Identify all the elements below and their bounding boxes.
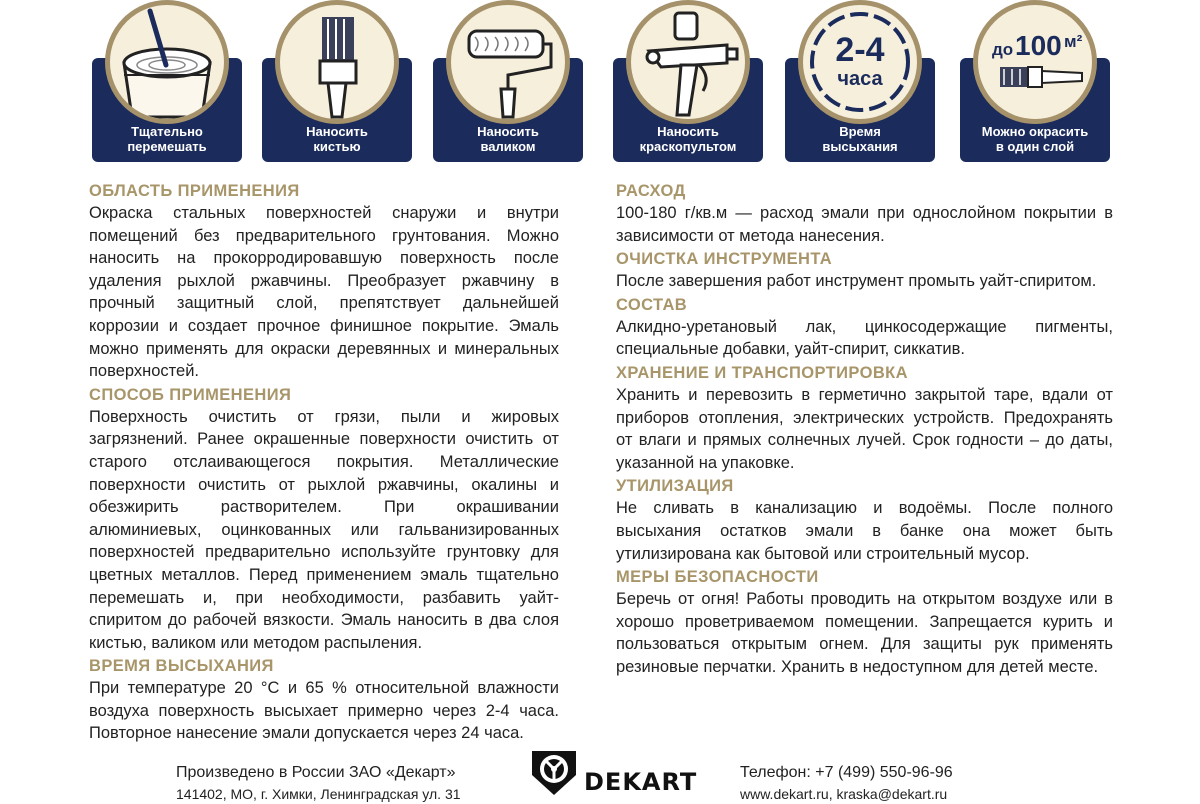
coverage-icon [973,0,1097,124]
card-label: Наносить кистью [306,124,368,154]
drying-unit: часа [837,68,883,90]
section-title-drying-time: ВРЕМЯ ВЫСЫХАНИЯ [89,657,274,676]
roller-icon [446,0,570,124]
card-label: Тщательно перемешать [127,124,207,154]
brush-icon [275,0,399,124]
section-title-disposal: УТИЛИЗАЦИЯ [616,477,734,496]
footer-manufacturer [176,762,506,804]
contact-phone: Телефон: +7 (499) 550-96-96 [740,764,953,781]
footer-contacts [740,762,1040,804]
dekart-logo-text: DEKART [584,768,698,796]
card-label: Наносить валиком [477,124,539,154]
manufacturer-name: Произведено в России ЗАО «Декарт» [176,764,456,781]
section-title-composition: СОСТАВ [616,295,688,314]
section-title-application-area: ОБЛАСТЬ ПРИМЕНЕНИЯ [89,182,300,200]
section-title-tool-cleaning: ОЧИСТКА ИНСТРУМЕНТА [616,250,833,269]
left-column [89,180,559,746]
right-column [616,180,1113,680]
section-text-consumption: 100-180 г/кв.м — расход эмали при однослойном покрытии в зависимости от метода нанесения. [616,204,1113,245]
coverage-prefix: до [992,40,1014,59]
dekart-logo [528,745,703,800]
section-text-drying-time: При температуре 20 °С и 65 % относительной влажности воздуха поверхность высыхает примерно через 2-4 часа. Повторное нанесение эмали допускается через 24 часа. [89,679,559,743]
section-text-safety: Беречь от огня! Работы проводить на открытом воздухе или в хорошо проветриваемом помещении. Запрещается курить и пользоваться открытым огнем. Для защиты рук применять резиновые перчатки. Хранить в недоступном для детей месте. [616,590,1113,676]
clock-icon [798,0,922,124]
section-title-consumption: РАСХОД [616,182,686,200]
section-text-method: Поверхность очистить от грязи, пыли и жировых загрязнений. Ранее окрашенные поверхности очистить от старого отслаивающегося покрытия. Металлические поверхности очистить от рыхлой ржавчины, окалины и обезжирить растворителем. При окрашивании алюминиевых, оцинкованных или гальванизированных поверхностей предварительно используйте грунтовку для цветных металлов. Перед применением эмаль тщательно перемешать и, при необходимости, разбавить уайт-спиритом до рабочей вязкости. Эмаль наносить в два слоя кистью, валиком или методом распыления. [89,407,559,652]
card-label: Можно окрасить в один слой [981,124,1089,154]
section-text-tool-cleaning: После завершения работ инструмент промыть уайт-спиритом. [616,272,1097,291]
card-label: Наносить краскопультом [639,124,737,154]
contact-web-email: www.dekart.ru, kraska@dekart.ru [740,786,948,802]
card-label: Время высыхания [822,124,898,154]
dekart-logo-mark [528,745,580,797]
coverage-value: 100 [1015,30,1062,61]
spray-gun-icon [626,0,750,124]
stir-icon [105,0,229,124]
section-text-disposal: Не сливать в канализацию и водоёмы. После полного высыхания остатков эмали в банке она может быть утилизирована как бытовой или строительный мусор. [616,499,1113,563]
drying-hours: 2-4 [835,31,885,69]
icon-strip [0,0,1200,170]
section-title-storage: ХРАНЕНИЕ И ТРАНСПОРТИРОВКА [616,363,908,382]
manufacturer-address: 141402, МО, г. Химки, Ленинградская ул. 31 [176,786,461,802]
section-text-composition: Алкидно-уретановый лак, цинкосодержащие пигменты, специальные добавки, уайт-спирит, сиккатив. [616,317,1113,359]
coverage-unit: м² [1064,32,1083,51]
section-title-method: СПОСОБ ПРИМЕНЕНИЯ [89,385,292,404]
section-text-application-area: Окраска стальных поверхностей снаружи и внутри помещений без предварительного грунтования. Можно наносить на прокорродировавшую поверхность после удаления рыхлой ржавчины. Преобразует ржавчину в прочный защитный слой, препятствует дальнейшей коррозии и создает прочное финишное покрытие. Эмаль можно применять для окраски деревянных и минеральных поверхностей. [89,204,559,381]
section-title-safety: МЕРЫ БЕЗОПАСНОСТИ [616,568,819,587]
section-text-storage: Хранить и перевозить в герметично закрытой таре, вдали от приборов отопления, электрических устройств. Предохранять от влаги и прямых солнечных лучей. Срок годности – до даты, указанной на упаковке. [616,385,1113,472]
